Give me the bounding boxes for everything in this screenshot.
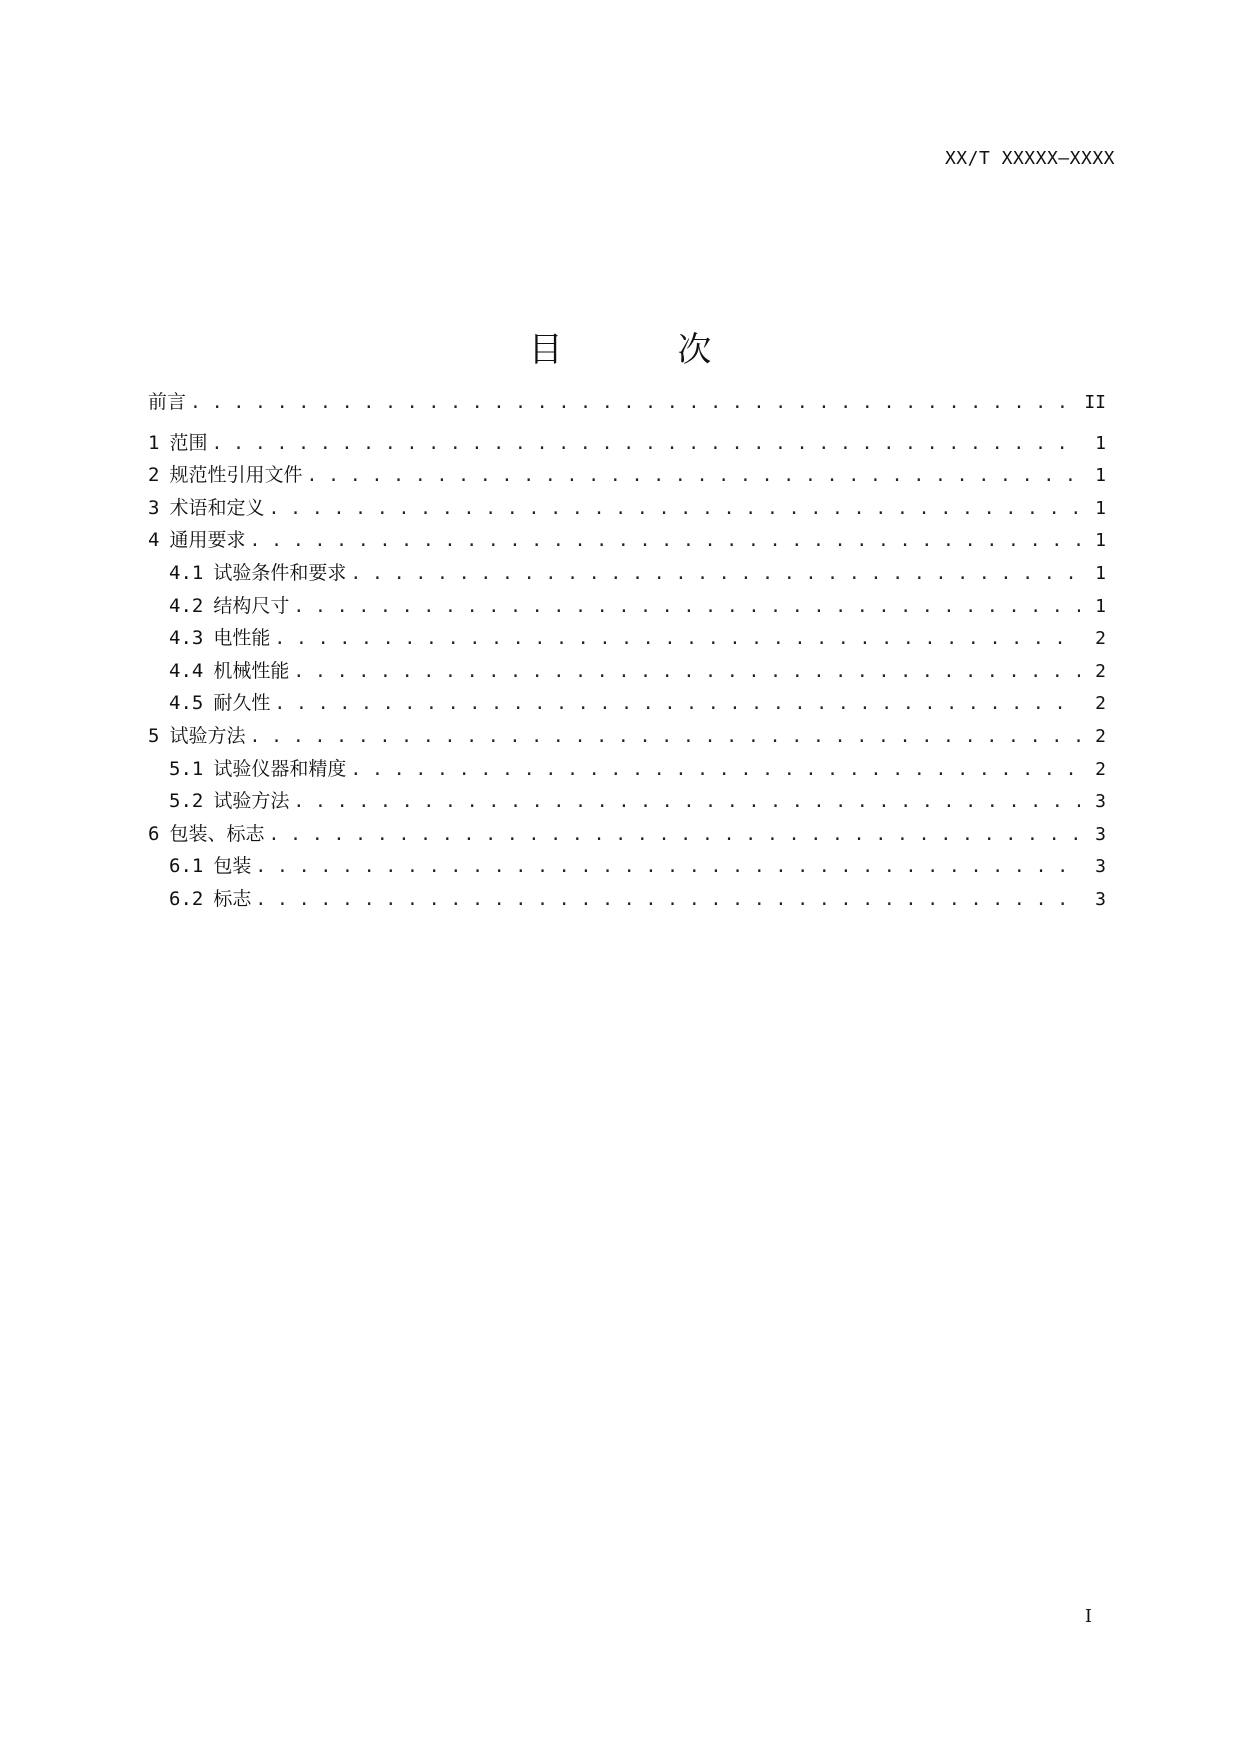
toc-entry-number: 4.5 [169,692,204,715]
toc-entry-number: 6.2 [169,887,204,910]
toc-entry-title: 规范性引用文件 [169,464,303,487]
toc-entry-label [148,720,249,753]
toc-leader-dots [293,786,1080,819]
toc-entry-number: 4.4 [169,659,204,682]
toc-entry-1[interactable] [148,427,1106,460]
toc-entry-number: 6 [148,822,160,845]
toc-entry-number: 4.2 [169,594,204,617]
toc-entry-label [148,386,190,419]
toc-entry-label [169,850,255,883]
toc-entry-number: 6.1 [169,855,204,878]
toc-entry-title: 包装 [213,855,252,878]
toc-entry-6[interactable] [148,818,1106,851]
toc-entry-page: 3 [1095,888,1106,910]
toc-entry-6-1[interactable] [148,850,1106,883]
toc-entry-label [148,818,268,851]
toc-entry-page: 1 [1095,562,1106,584]
toc-entry-title: 结构尺寸 [213,594,290,617]
toc-title: 目 次 [528,330,764,370]
toc-entry-5-1[interactable] [148,753,1106,786]
toc-entry-title: 包装、标志 [169,822,265,845]
toc-leader-dots [350,558,1080,591]
toc-entry-6-2[interactable] [148,883,1106,916]
toc-entry-label [148,492,268,525]
toc-entry-number: 4 [148,529,160,552]
toc-entry-4-2[interactable] [148,590,1106,623]
toc-entry-page: 2 [1095,660,1106,682]
toc-leader-dots [249,721,1080,754]
page-number: I [1084,1606,1092,1627]
toc-entry-title: 机械性能 [213,659,290,682]
toc-leader-dots [268,493,1080,526]
toc-entry-page: 3 [1095,823,1106,845]
toc-leader-dots [293,656,1080,689]
toc-entry-page: 1 [1095,595,1106,617]
toc-entry-page: 1 [1095,497,1106,519]
toc-entry-page: 2 [1095,725,1106,747]
toc-entry-page: 1 [1095,465,1106,487]
toc-entry-page: II [1084,392,1106,413]
toc-entry-3[interactable] [148,492,1106,525]
toc-entry-number: 1 [148,431,160,454]
toc-leader-dots [306,460,1080,493]
toc-entry-number: 3 [148,496,160,519]
toc-entry-number: 5.1 [169,757,204,780]
toc-entry-title: 范围 [169,431,208,454]
toc-entry-page: 3 [1095,791,1106,813]
toc-entry-label [169,622,274,655]
toc-entry-number: 4.3 [169,627,204,650]
toc-entry-title: 前言 [148,391,187,413]
toc-entry-4[interactable] [148,524,1106,557]
toc-entry-title: 试验方法 [213,790,290,813]
toc-entry-label [169,883,255,916]
toc-entry-page: 3 [1095,856,1106,878]
toc-leader-dots [255,851,1080,884]
toc-entry-page: 1 [1095,432,1106,454]
toc-leader-dots [268,819,1080,852]
toc-leader-dots [255,884,1080,917]
toc-entry-number: 5 [148,724,160,747]
toc-entry-label [148,524,249,557]
toc-entry-number: 4.1 [169,561,204,584]
toc-entry-page: 2 [1095,693,1106,715]
toc-entry-4-4[interactable] [148,655,1106,688]
toc-leader-dots [293,591,1080,624]
table-of-contents [148,386,1106,916]
toc-entry-title: 试验条件和要求 [213,561,347,584]
toc-entry-number: 2 [148,464,160,487]
toc-entry-title: 电性能 [213,627,271,650]
toc-entry-page: 2 [1095,628,1106,650]
toc-entry-2[interactable] [148,459,1106,492]
toc-leader-dots [249,525,1080,558]
toc-entry-label [169,753,350,786]
document-code: XX/T XXXXX—XXXX [944,148,1115,169]
toc-entry-preface[interactable] [148,386,1106,419]
toc-entry-title: 试验方法 [169,724,246,747]
toc-entry-title: 试验仪器和精度 [213,757,347,780]
toc-entry-label [169,655,293,688]
toc-entry-label [169,687,274,720]
toc-leader-dots [350,754,1080,787]
toc-entry-5-2[interactable] [148,785,1106,818]
toc-leader-dots [211,428,1080,461]
toc-entry-label [148,459,306,492]
toc-entry-title: 耐久性 [213,692,271,715]
toc-entry-page: 2 [1095,758,1106,780]
toc-entry-page: 1 [1095,530,1106,552]
toc-entry-title: 标志 [213,887,252,910]
toc-leader-dots [274,688,1080,721]
toc-leader-dots [274,623,1080,656]
toc-entry-4-1[interactable] [148,557,1106,590]
toc-entry-4-3[interactable] [148,622,1106,655]
toc-entry-title: 通用要求 [169,529,246,552]
toc-entry-number: 5.2 [169,790,204,813]
toc-entry-title: 术语和定义 [169,496,265,519]
toc-entry-label [169,557,350,590]
toc-entry-label [169,785,293,818]
toc-entry-label [148,427,211,460]
toc-entry-5[interactable] [148,720,1106,753]
toc-entry-4-5[interactable] [148,687,1106,720]
toc-leader-dots [190,387,1076,420]
toc-entry-label [169,590,293,623]
